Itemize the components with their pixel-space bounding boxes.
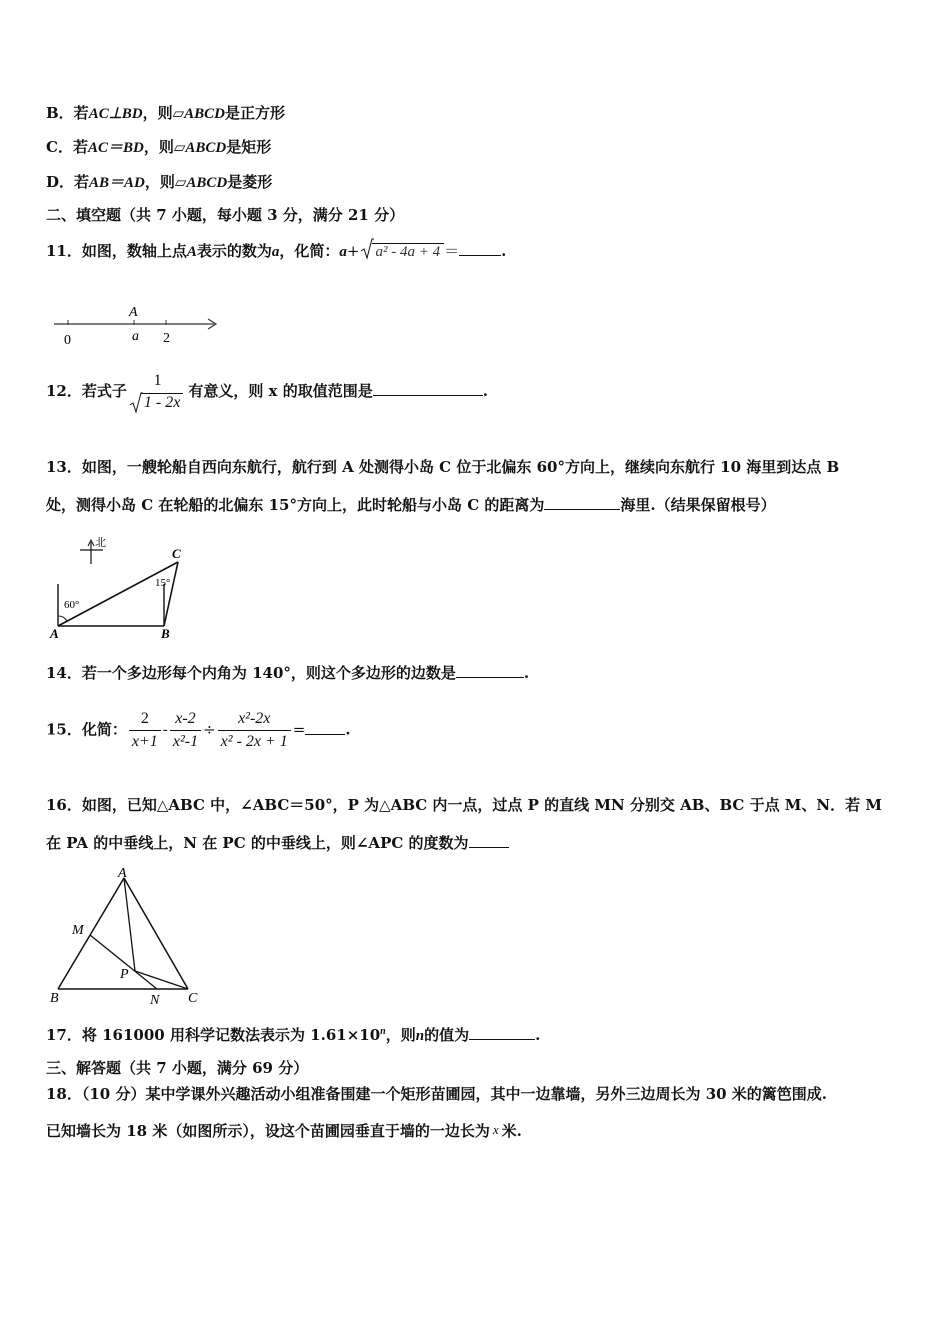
triangle-mn-figure [46,864,216,1009]
segment-ac [124,878,188,989]
answer-blank-17[interactable] [469,1025,535,1040]
fraction-15-1: $\frac{2}{x+1}$ [129,710,161,751]
fraction-15-3: $\frac{\text{x²-2x}}{\text{x² - 2x + 1}}$ [218,710,291,751]
question-17: 17．将 161000 用科学记数法表示为 $1.61\times 10^n$，则n的值为 . [46,1026,541,1044]
vertex-a-label: A [118,866,127,881]
point-p-label: P [120,967,129,982]
value-a-label: a [132,329,139,344]
question-12: 12．若式子 1 1 - 2x 有意义，则 x 的取值范围是 . [46,372,488,412]
vertex-b-label: B [161,626,170,641]
fraction-15-2: $\frac{x-2}{\text{x²-1}}$ [170,710,201,751]
option-b-cond: AC⊥BD [88,106,143,122]
point-m-label: M [72,923,84,938]
question-13-line2: 处，测得小岛 C 在轮船的北偏东 15°方向上，此时轮船与小岛 C 的距离为 海里.（结果保留根号） [46,496,776,514]
fraction-12: 1 1 - 2x [129,372,186,412]
north-label: 北 [95,537,106,549]
question-15: 15．化简： $\frac{2}{x+1}$ - $\frac{x-2}{\text{x²-1}}$ ÷ $\frac{\text{x²-2x}}{\text{x² - 2x + 1}}$ = . [46,710,351,750]
answer-blank-15[interactable] [305,720,345,735]
segment-pc [135,971,188,989]
number-line-figure [48,300,228,350]
angle-60-label: 60° [64,599,80,611]
answer-blank-14[interactable] [456,663,524,678]
vertex-c-label: C [172,546,181,561]
option-c-cond: AC＝BD [87,140,144,156]
sqrt-expression: a² - 4a + 4 [360,242,445,261]
vertex-b-label: B [50,991,59,1006]
radical-sign-icon [129,392,143,416]
segment-bc [164,562,178,626]
question-14: 14．若一个多边形每个内角为 140°，则这个多边形的边数是 . [46,664,530,682]
tick-0-label: 0 [64,333,71,348]
vertex-a-label: A [50,626,59,641]
question-18-line2: 已知墙长为 18 米（如图所示），设这个苗圃园垂直于墙的一边长为 x 米. [46,1122,522,1140]
option-c: C．若AC＝BD，则▱ABCD是矩形 [46,138,272,156]
question-16-line2: 在 PA 的中垂线上，N 在 PC 的中垂线上，则∠APC 的度数为 [46,832,509,853]
option-d: D．若AB＝AD，则▱ABCD是菱形 [46,173,273,191]
radical-sign-icon [360,238,374,262]
angle-15-label: 15° [155,577,171,589]
option-d-cond: AB＝AD [89,175,145,191]
point-n-label: N [150,993,160,1008]
question-13-line1: 13．如图，一艘轮船自西向东航行，航行到 A 处测得小岛 C 位于北偏东 60°方向上，继续向东航行 10 海里到达点 B [46,458,840,476]
tick-2-label: 2 [163,331,170,346]
answer-blank-12[interactable] [373,381,483,396]
segment-ap [124,878,135,971]
answer-blank-13[interactable] [544,495,620,510]
section-3-title: 三、解答题（共 7 小题，满分 69 分） [46,1059,309,1077]
question-18-line1: 18．（10 分）某中学课外兴趣活动小组准备围建一个矩形苗圃园，其中一边靠墙，另外三边周长为 30 米的篱笆围成. [46,1085,828,1103]
ship-island-figure [46,532,196,642]
segment-ab [58,878,124,989]
section-2-title: 二、填空题（共 7 小题，每小题 3 分，满分 21 分） [46,206,405,224]
point-a-label: A [129,305,138,320]
option-b: B．若AC⊥BD，则▱ABCD是正方形 [46,104,286,122]
segment-ac [58,562,178,626]
question-16-line1: 16．如图，已知△ABC 中，∠ABC＝50°，P 为△ABC 内一点，过点 P 的直线 MN 分别交 AB、BC 于点 M、N．若 M [46,796,882,814]
vertex-c-label: C [188,991,198,1006]
question-11: 11．如图，数轴上点A表示的数为a，化简：a+ a² - 4a + 4 ＝ . [46,240,506,261]
answer-blank-11[interactable] [459,241,501,256]
answer-blank-16[interactable] [469,833,509,848]
